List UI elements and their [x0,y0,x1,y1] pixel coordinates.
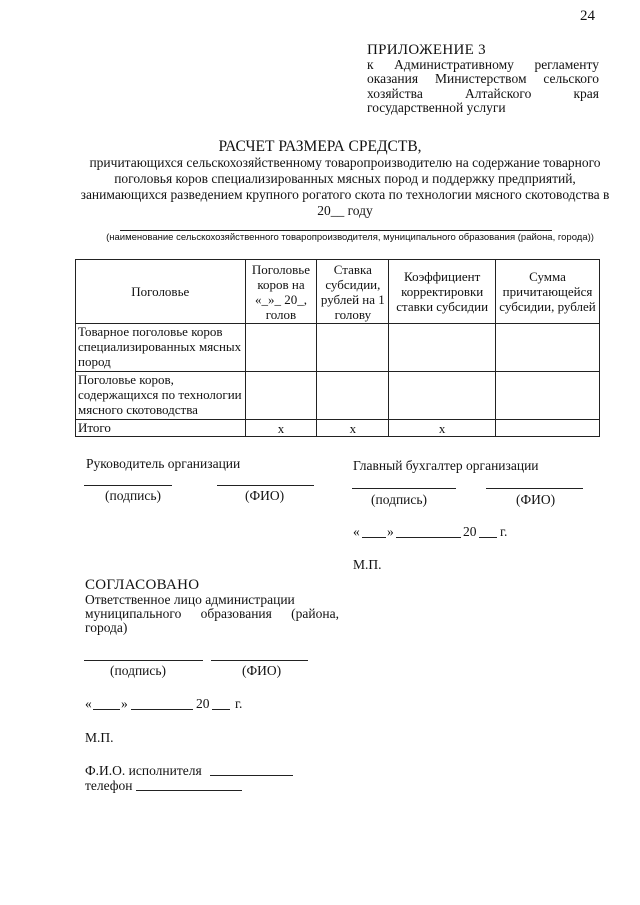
date-month-line[interactable] [396,537,461,538]
agreed-line: Ответственное лицо администрации [85,592,295,607]
table-row [76,324,600,372]
appendix-line: к Административному регламенту [367,56,599,72]
agreed-signature-caption: (подпись) [110,663,167,678]
head-signature-line[interactable] [84,485,172,486]
row-label: Поголовье коров, содержащихся по технологии мясного скотоводства [76,372,246,420]
phone-label: телефон [85,778,133,793]
accountant-fio-line[interactable] [486,488,583,489]
table-cell: х [245,420,317,437]
applicant-name-caption: (наименование сельскохозяйственного товаропроизводителя, муниципального образования (района, города)) [106,232,594,243]
date-suffix: г. [235,696,243,711]
table-cell[interactable] [496,372,600,420]
row-label: Товарное поголовье коров специализированных мясных пород [76,324,246,372]
stamp-label: М.П. [353,557,382,572]
agreed-signature-line[interactable] [84,660,203,661]
date-day-line[interactable] [362,537,386,538]
document-subtitle: причитающихся сельскохозяйственному товаропроизводителю на содержание товарного поголовья коров специализированных мясных пород и поддержку предприятий, занимающихся разведением крупного рогатого скота по технологии мясного скотоводства в 20__ году [80,155,610,218]
agreed-fio-line[interactable] [211,660,308,661]
table-cell[interactable] [245,324,317,372]
appendix-line: хозяйства Алтайского края [367,85,599,101]
date-year: 20 [463,524,477,539]
date-year-line[interactable] [479,537,497,538]
appendix-title: ПРИЛОЖЕНИЕ 3 [367,42,486,58]
table-cell: х [317,420,389,437]
date-suffix: г. [500,524,508,539]
table-header-row [76,260,600,324]
appendix-block [367,43,599,116]
date-year: 20 [196,696,210,711]
row-label: Итого [76,420,246,437]
table-cell[interactable] [389,372,496,420]
date-month-line[interactable] [131,709,193,710]
header-cell: Ставка субсидии, рублей на 1 голову [317,260,389,324]
table-cell[interactable] [496,420,600,437]
appendix-line: оказания Министерством сельского [367,71,599,86]
date-year-line[interactable] [212,709,230,710]
table-cell[interactable] [317,372,389,420]
date-open: « [85,696,92,711]
table-total-row [76,420,600,437]
applicant-name-line[interactable] [120,230,552,231]
head-fio-line[interactable] [217,485,314,486]
agreed-line: муниципального образования (района, [85,606,339,621]
header-cell: Поголовье [76,260,246,324]
date-close: » [387,524,394,539]
head-signature-caption: (подпись) [105,488,162,503]
date-close: » [121,696,128,711]
table-cell[interactable] [389,324,496,372]
table-cell: х [389,420,496,437]
date-day-line[interactable] [93,709,120,710]
table-cell[interactable] [317,324,389,372]
header-cell: Сумма причитающейся субсидии, рублей [496,260,600,324]
executor-line[interactable] [210,775,293,776]
table-row [76,372,600,420]
appendix-line: государственной услуги [367,100,506,115]
document-title: РАСЧЕТ РАЗМЕРА СРЕДСТВ, [218,138,422,155]
agreed-line: города) [85,620,128,635]
table-cell[interactable] [245,372,317,420]
calculation-table [75,259,600,437]
header-cell: Поголовье коров на «_»_ 20_, голов [245,260,317,324]
accountant-signature-line[interactable] [352,488,456,489]
agreed-stamp-label: М.П. [85,730,114,745]
page-number: 24 [580,8,595,24]
accountant-label: Главный бухгалтер организации [353,458,539,473]
head-label: Руководитель организации [86,456,241,471]
date-open: « [353,524,360,539]
table-cell[interactable] [496,324,600,372]
accountant-fio-caption: (ФИО) [516,492,556,507]
executor-label: Ф.И.О. исполнителя [85,763,202,778]
phone-line[interactable] [136,790,242,791]
agreed-fio-caption: (ФИО) [242,663,282,678]
head-fio-caption: (ФИО) [245,488,285,503]
header-cell: Коэффициент корректировки ставки субсидии [389,260,496,324]
accountant-signature-caption: (подпись) [371,492,428,507]
agreed-title: СОГЛАСОВАНО [85,577,200,593]
